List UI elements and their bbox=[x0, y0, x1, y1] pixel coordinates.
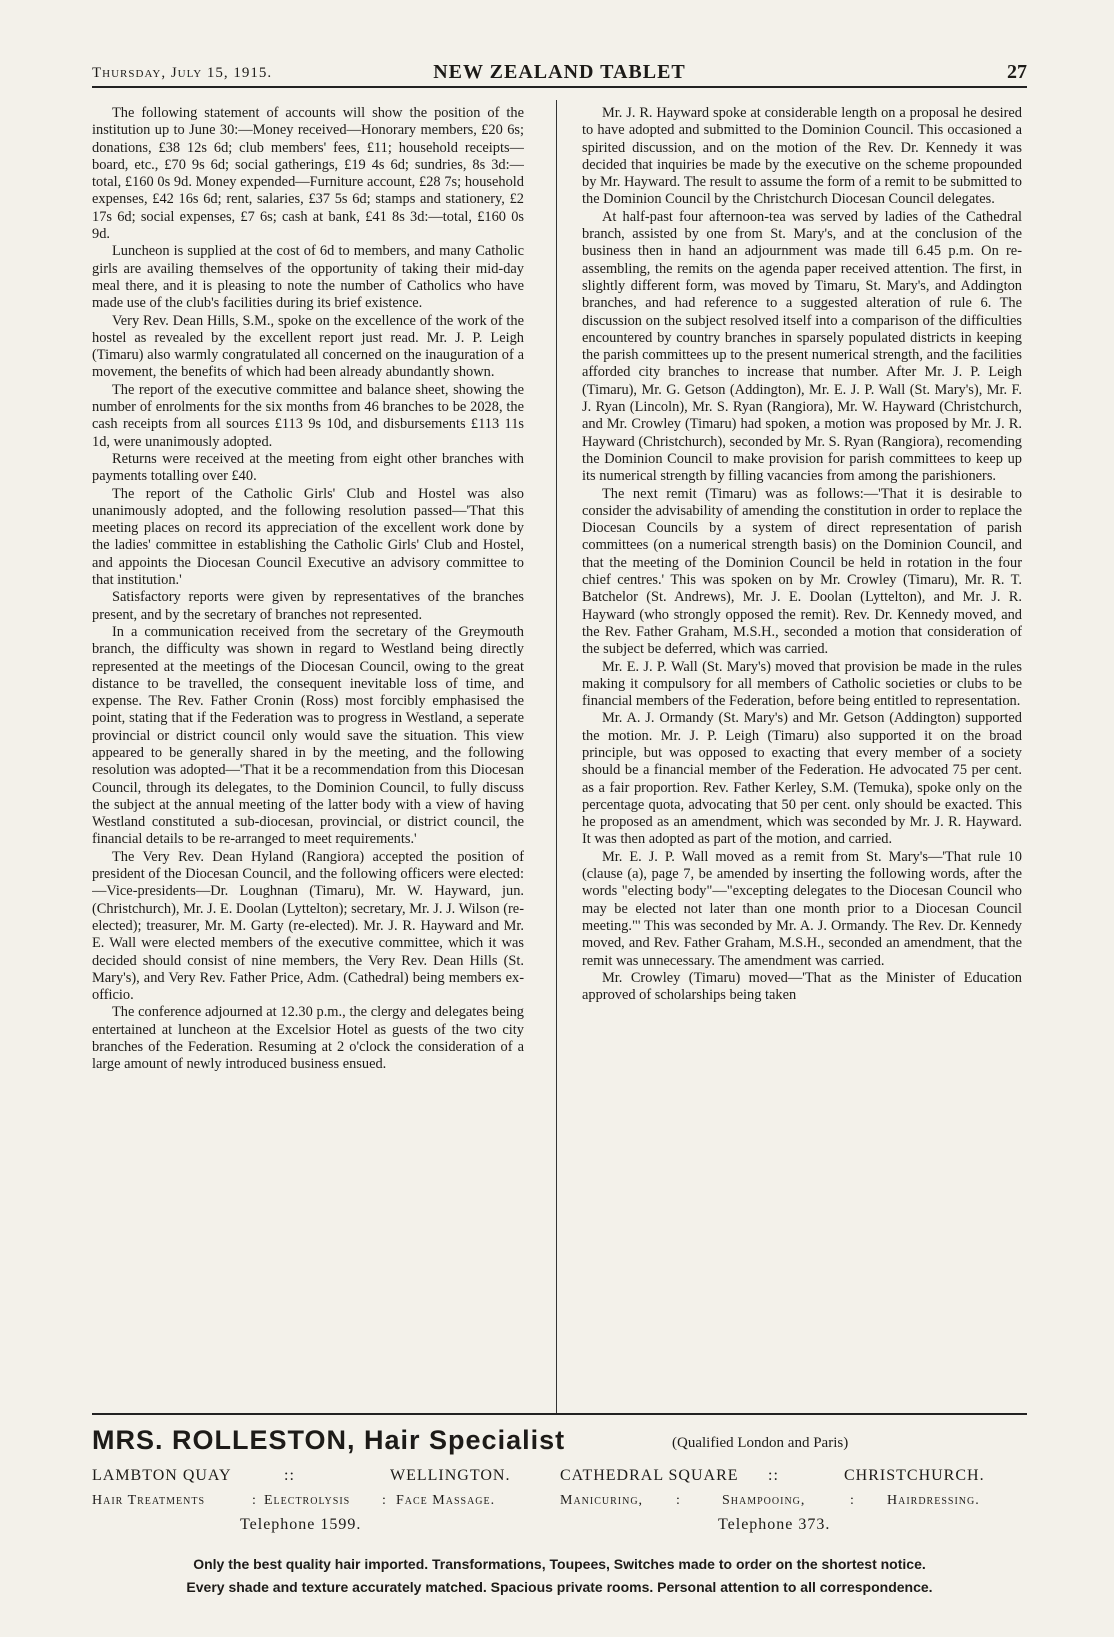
paragraph: Mr. E. J. P. Wall (St. Mary's) moved that provision be made in the rules making it compulsory for all members of Catholic societies or clubs to be financial members of the Federation, before being entitled to representation. bbox=[582, 658, 1022, 710]
separator: : bbox=[850, 1493, 855, 1508]
ad-tagline-1: Only the best quality hair imported. Transformations, Toupees, Switches made to order on the shortest notice. bbox=[193, 1556, 926, 1572]
paragraph: Returns were received at the meeting from eight other branches with payments totalling over £40. bbox=[92, 450, 524, 485]
paragraph: The next remit (Timaru) was as follows:—'That it is desirable to consider the advisability of amending the constitution in order to replace the Diocesan Councils by a system of direct representation of parish committees (on a numerical strength basis) on the Dominion Council, and that the meeting of the Dominion Council be held in rotation in the four chief centres.' This was spoken on by Mr. Crowley (Timaru), Mr. R. T. Batchelor (St. Andrews), Mr. J. E. Doolan (Lyttelton), and Mr. J. R. Hayward (who strongly opposed the remit). Rev. Dr. Kennedy moved, and the Rev. Father Graham, M.S.H., seconded a motion that consideration of the subject be deferred, which was carried. bbox=[582, 485, 1022, 658]
paragraph: Mr. A. J. Ormandy (St. Mary's) and Mr. Getson (Addington) supported the motion. Mr. J. P. Leigh (Timaru) also supported it on the broad principle, but was opposed to exacting that every member of a society should be a financial member of the Federation. He advocated 75 per cent. as a fair proportion. Rev. Father Kerley, S.M. (Temuka), spoke only on the percentage quota, advocating that 50 per cent. only should be exacted. This he proposed as an amendment, which was seconded by Mr. J. R. Hayward. It was then adopted as part of the motion, and carried. bbox=[582, 710, 1022, 848]
christchurch-city: CHRISTCHURCH. bbox=[844, 1467, 985, 1484]
separator: : bbox=[676, 1493, 681, 1508]
paragraph: The conference adjourned at 12.30 p.m., the clergy and delegates being entertained at luncheon at the Excelsior Hotel as guests of the two city branches of the Federation. Resuming at 2 o'clock the consideration of a large amount of newly introduced business ensued. bbox=[92, 1004, 524, 1073]
paragraph: Mr. J. R. Hayward spoke at considerable length on a proposal he desired to have adopted and submitted to the Dominion Council. This occasioned a spirited discussion, and on the motion of the Rev. Dr. Kennedy it was decided that inquiries be made by the executive on the scheme propounded by Mr. Hayward. The result to assume the form of a remit to be submitted to the Dominion Council by the Christchurch Diocesan Council delegates. bbox=[582, 105, 1022, 208]
paragraph: Luncheon is supplied at the cost of 6d to members, and many Catholic girls are availing themselves of the opportunity of taking their mid-day meal there, and it is pleasing to note the number of Catholics who have made use of the club's facilities during its brief existence. bbox=[92, 243, 524, 312]
page-number: 27 bbox=[1007, 61, 1027, 83]
separator: : bbox=[382, 1493, 387, 1508]
wellington-street: LAMBTON QUAY bbox=[92, 1467, 232, 1484]
column-divider bbox=[556, 100, 557, 1413]
paragraph: Mr. E. J. P. Wall moved as a remit from St. Mary's—'That rule 10 (clause (a), page 7, be amended by inserting the following words, after the words "electing body"—"excepting delegates to the Diocesan Council who may be elected not later than one month prior to a Diocesan Council meeting."' This was seconded by Mr. A. J. Ormandy. The Rev. Dr. Kennedy moved, and Rev. Father Graham, M.S.H., seconded an amendment, that the remit was unnecessary. The amendment was carried. bbox=[582, 848, 1022, 969]
ad-services-row bbox=[92, 1493, 1027, 1513]
paragraph: In a communication received from the secretary of the Greymouth branch, the difficulty was shown in regard to Westland being directly represented at the meetings of the Diocesan Council, owing to the great distance to be travelled, the consequent inevitable loss of time, and expense. The Rev. Father Cronin (Ross) most forcibly emphasised the point, stating that if the Federation was to progress in Westland, a seperate provincial or district council only would save the situation. This view appeared to be generally shared in by the meeting, and the following resolution was adopted—'That it be a recommendation from this Diocesan Council, through its delegates, to the Dominion Council, to fully discuss the subject at the annual meeting of the latter body with a view of having Westland constituted a sub-diocesan, provincial, or district council, the financial details to be re-arranged to meet requirements.' bbox=[92, 623, 524, 848]
separator: : bbox=[252, 1493, 257, 1508]
ad-tagline-2: Every shade and texture accurately matched. Spacious private rooms. Personal attention to all correspondence. bbox=[186, 1579, 933, 1595]
christchurch-telephone: Telephone 373. bbox=[718, 1516, 831, 1533]
service-hair-treatments: Hair Treatments bbox=[92, 1493, 206, 1508]
paragraph: Satisfactory reports were given by representatives of the branches present, and by the secretary of branches not represented. bbox=[92, 589, 524, 623]
left-column bbox=[92, 105, 524, 1410]
paragraph: The report of the Catholic Girls' Club and Hostel was also unanimously adopted, and the following resolution passed—'That this meeting places on record its appreciation of the excellent work done by the ladies' committee in establishing the Catholic Girls' Club and Hostel, and appoints the Diocesan Council Executive an advisory committee to that institution.' bbox=[92, 485, 524, 589]
service-hairdressing: Hairdressing. bbox=[887, 1493, 980, 1508]
christchurch-street: CATHEDRAL SQUARE bbox=[560, 1467, 739, 1484]
right-column bbox=[582, 105, 1022, 1410]
ad-address-row bbox=[92, 1467, 1027, 1489]
service-face-massage: Face Massage. bbox=[396, 1493, 496, 1508]
paragraph: Very Rev. Dean Hills, S.M., spoke on the excellence of the work of the hostel as revealed by the excellent report just read. Mr. J. P. Leigh (Timaru) also warmly congratulated all concerned on the inauguration of a movement, the benefits of which had been already abundantly shown. bbox=[92, 312, 524, 381]
paragraph: The Very Rev. Dean Hyland (Rangiora) accepted the position of president of the Diocesan Council, and the following officers were elected:—Vice-presidents—Dr. Loughnan (Timaru), Mr. W. Hayward, jun. (Christchurch), Mr. J. E. Doolan (Lyttelton); secretary, Mr. J. J. Wilson (re-elected); treasurer, Mr. M. Garty (re-elected). Mr. J. R. Hayward and Mr. E. Wall were elected members of the executive committee, which it was decided should consist of nine members, the Very Rev. Dean Hills (St. Mary's), and Very Rev. Father Price, Adm. (Cathedral) being members ex-officio. bbox=[92, 848, 524, 1004]
ad-telephone-row bbox=[92, 1516, 1027, 1538]
wellington-telephone: Telephone 1599. bbox=[240, 1516, 362, 1533]
separator: :: bbox=[284, 1467, 295, 1484]
issue-date: Thursday, July 15, 1915. bbox=[92, 65, 273, 81]
ad-heading: MRS. ROLLESTON, Hair Specialist bbox=[92, 1425, 566, 1455]
paragraph: Mr. Crowley (Timaru) moved—'That as the Minister of Education approved of scholarships being taken bbox=[582, 969, 1022, 1004]
service-shampooing: Shampooing, bbox=[722, 1493, 806, 1508]
advertisement bbox=[92, 1413, 1027, 1615]
separator: :: bbox=[768, 1467, 779, 1484]
service-electrolysis: Electrolysis bbox=[264, 1493, 351, 1508]
paragraph: The following statement of accounts will show the position of the institution up to June 30:—Money received—Honorary members, £20 6s; donations, £38 12s 6d; club members' fees, £11; household receipts—board, etc., £70 9s 6d; social gatherings, £19 4s 6d; sundries, 8s 3d:—total, £160 0s 9d. Money expended—Furniture account, £28 7s; household expenses, £42 16s 6d; rent, salaries, £37 5s 6d; stamps and stationery, £2 17s 6d; social expenses, £7 6s; cash at bank, £41 8s 3d:—total, £160 0s 9d. bbox=[92, 105, 524, 243]
paragraph: The report of the executive committee and balance sheet, showing the number of enrolments for the six months from 46 branches to be 2028, the cash receipts from all sources £113 9s 10d, and disbursements £113 11s 1d, were unanimously adopted. bbox=[92, 381, 524, 450]
masthead-title: NEW ZEALAND TABLET bbox=[433, 61, 686, 83]
wellington-city: WELLINGTON. bbox=[390, 1467, 511, 1484]
page-header bbox=[92, 56, 1027, 88]
service-manicuring: Manicuring, bbox=[560, 1493, 644, 1508]
paragraph: At half-past four afternoon-tea was served by ladies of the Cathedral branch, assisted by one from St. Mary's, and at the conclusion of the business then in hand an adjournment was made till 6.45 p.m. On re-assembling, the remits on the agenda paper received attention. The first, in slightly different form, was moved by Timaru, St. Mary's, and Addington branches, and had reference to a suggested alteration of rule 6. The discussion on the subject resolved itself into a comparison of the difficulties encountered by country branches in sparsely populated districts in keeping the parish committees up to the present numerical strength, and the facilities afforded city branches to increase that number. After Mr. J. P. Leigh (Timaru), Mr. G. Getson (Addington), Mr. E. J. P. Wall (St. Mary's), Mr. F. J. Ryan (Lincoln), Mr. S. Ryan (Rangiora), Mr. W. Hayward (Christchurch, and Mr. Crowley (Timaru) had spoken, a motion was proposed by Mr. J. R. Hayward (Christchurch), seconded by Mr. S. Ryan (Rangiora), recomending the Dominion Council to make provision for parish committees to keep up its numerical strength by filling vacancies from among the parishioners. bbox=[582, 208, 1022, 485]
ad-qualification: (Qualified London and Paris) bbox=[672, 1435, 849, 1451]
